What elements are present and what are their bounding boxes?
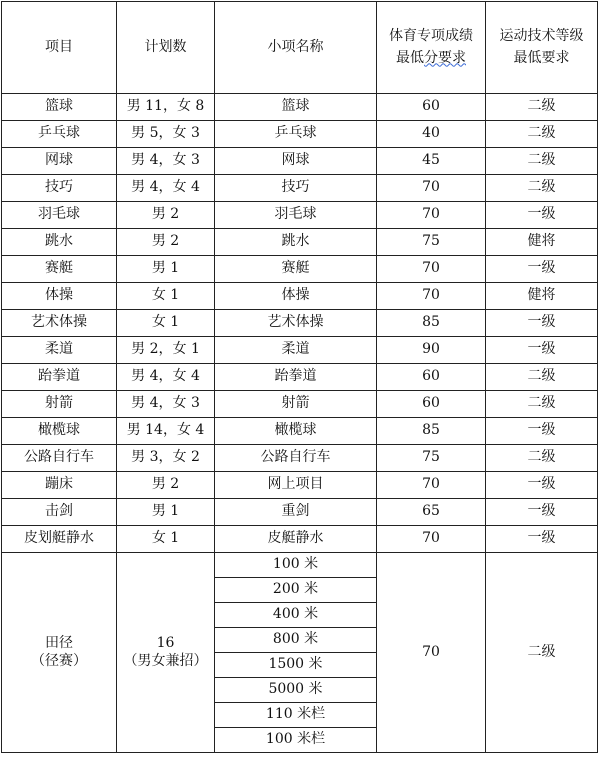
track-level-cell: 二级 — [486, 553, 598, 753]
level-cell: 一级 — [486, 337, 598, 364]
score-cell: 70 — [377, 472, 486, 499]
track-event-cell: 200 米 — [215, 578, 377, 603]
plan-cell: 男 4，女 4 — [117, 364, 215, 391]
plan-cell: 男 14，女 4 — [117, 418, 215, 445]
level-cell: 健将 — [486, 229, 598, 256]
event-cell: 网球 — [215, 148, 377, 175]
table-row — [2, 121, 598, 148]
event-cell: 皮艇静水 — [215, 526, 377, 553]
header-project: 项目 — [2, 2, 117, 94]
header-score-line2 — [377, 48, 485, 70]
plan-cell: 男 4，女 4 — [117, 175, 215, 202]
event-cell: 重剑 — [215, 499, 377, 526]
project-cell: 艺术体操 — [2, 310, 117, 337]
level-cell: 二级 — [486, 175, 598, 202]
plan-cell: 男 11，女 8 — [117, 94, 215, 121]
event-cell: 赛艇 — [215, 256, 377, 283]
project-cell: 体操 — [2, 283, 117, 310]
level-cell: 二级 — [486, 94, 598, 121]
header-level-line2: 最低要求 — [513, 49, 570, 66]
table-row — [2, 310, 598, 337]
track-event-cell: 400 米 — [215, 603, 377, 628]
plan-cell: 男 2 — [117, 202, 215, 229]
score-cell: 90 — [377, 337, 486, 364]
level-cell: 二级 — [486, 445, 598, 472]
plan-cell: 女 1 — [117, 526, 215, 553]
score-cell: 60 — [377, 94, 486, 121]
table-row — [2, 283, 598, 310]
project-cell: 跆拳道 — [2, 364, 117, 391]
event-cell: 体操 — [215, 283, 377, 310]
track-event-cell: 100 米 — [215, 553, 377, 578]
project-cell: 射箭 — [2, 391, 117, 418]
track-project-cell — [2, 553, 117, 753]
track-event-cell: 5000 米 — [215, 678, 377, 703]
score-cell: 70 — [377, 256, 486, 283]
track-score-cell: 70 — [377, 553, 486, 753]
plan-cell: 男 3，女 2 — [117, 445, 215, 472]
header-level — [486, 2, 598, 94]
project-cell: 赛艇 — [2, 256, 117, 283]
table-row — [2, 364, 598, 391]
table-row — [2, 94, 598, 121]
table-row — [2, 229, 598, 256]
project-cell: 篮球 — [2, 94, 117, 121]
event-cell: 射箭 — [215, 391, 377, 418]
project-cell: 羽毛球 — [2, 202, 117, 229]
project-cell: 蹦床 — [2, 472, 117, 499]
plan-cell: 男 1 — [117, 256, 215, 283]
header-plan: 计划数 — [117, 2, 215, 94]
header-score — [377, 2, 486, 94]
admission-requirements-table — [1, 1, 598, 753]
score-cell: 85 — [377, 310, 486, 337]
header-row — [2, 2, 598, 94]
table-row — [2, 175, 598, 202]
level-cell: 一级 — [486, 202, 598, 229]
event-cell: 公路自行车 — [215, 445, 377, 472]
level-cell: 二级 — [486, 391, 598, 418]
plan-cell: 男 2，女 1 — [117, 337, 215, 364]
event-cell: 橄榄球 — [215, 418, 377, 445]
track-plan-line2: （男女兼招） — [123, 652, 208, 669]
score-cell: 40 — [377, 121, 486, 148]
project-cell: 网球 — [2, 148, 117, 175]
event-cell: 跳水 — [215, 229, 377, 256]
level-cell: 一级 — [486, 310, 598, 337]
project-cell: 柔道 — [2, 337, 117, 364]
project-cell: 击剑 — [2, 499, 117, 526]
score-cell: 70 — [377, 283, 486, 310]
level-cell: 一级 — [486, 499, 598, 526]
table-row — [2, 256, 598, 283]
level-cell: 二级 — [486, 121, 598, 148]
level-cell: 一级 — [486, 418, 598, 445]
plan-cell: 男 2 — [117, 472, 215, 499]
plan-cell: 男 4，女 3 — [117, 391, 215, 418]
table-row — [2, 148, 598, 175]
level-cell: 一级 — [486, 472, 598, 499]
score-cell: 60 — [377, 391, 486, 418]
track-plan-line1: 16 — [156, 635, 175, 651]
plan-cell: 女 1 — [117, 283, 215, 310]
project-cell: 公路自行车 — [2, 445, 117, 472]
header-level-line1: 运动技术等级 — [499, 27, 584, 44]
header-score-line1: 体育专项成绩 — [389, 27, 473, 44]
score-cell: 65 — [377, 499, 486, 526]
table-row — [2, 418, 598, 445]
score-cell: 70 — [377, 175, 486, 202]
table-row — [2, 202, 598, 229]
table-row — [2, 499, 598, 526]
level-cell: 二级 — [486, 364, 598, 391]
table-row — [2, 445, 598, 472]
score-cell: 70 — [377, 526, 486, 553]
plan-cell: 男 5，女 3 — [117, 121, 215, 148]
track-event-cell: 800 米 — [215, 628, 377, 653]
track-event-cell: 100 米栏 — [215, 728, 377, 753]
header-event: 小项名称 — [215, 2, 377, 94]
score-cell: 85 — [377, 418, 486, 445]
plan-cell: 男 2 — [117, 229, 215, 256]
track-project-line1: 田径 — [45, 635, 73, 651]
track-row — [2, 553, 598, 578]
event-cell: 羽毛球 — [215, 202, 377, 229]
table-row — [2, 337, 598, 364]
project-cell: 技巧 — [2, 175, 117, 202]
plan-cell: 男 4，女 3 — [117, 148, 215, 175]
header-score-line2-pre: 最低 — [396, 49, 424, 66]
event-cell: 柔道 — [215, 337, 377, 364]
project-cell: 跳水 — [2, 229, 117, 256]
spellcheck-underlined-text: 分要求 — [424, 49, 466, 66]
table-row — [2, 391, 598, 418]
score-cell: 60 — [377, 364, 486, 391]
plan-cell: 女 1 — [117, 310, 215, 337]
project-cell: 橄榄球 — [2, 418, 117, 445]
level-cell: 一级 — [486, 526, 598, 553]
track-plan-cell — [117, 553, 215, 753]
score-cell: 75 — [377, 445, 486, 472]
score-cell: 45 — [377, 148, 486, 175]
event-cell: 乒乓球 — [215, 121, 377, 148]
level-cell: 二级 — [486, 148, 598, 175]
track-event-cell: 110 米栏 — [215, 703, 377, 728]
project-cell: 皮划艇静水 — [2, 526, 117, 553]
level-cell: 健将 — [486, 283, 598, 310]
event-cell: 跆拳道 — [215, 364, 377, 391]
track-project-line2: （径赛） — [31, 652, 87, 669]
score-cell: 75 — [377, 229, 486, 256]
table-row — [2, 472, 598, 499]
event-cell: 艺术体操 — [215, 310, 377, 337]
project-cell: 乒乓球 — [2, 121, 117, 148]
event-cell: 篮球 — [215, 94, 377, 121]
plan-cell: 男 1 — [117, 499, 215, 526]
event-cell: 网上项目 — [215, 472, 377, 499]
table-row — [2, 526, 598, 553]
track-event-cell: 1500 米 — [215, 653, 377, 678]
score-cell: 70 — [377, 202, 486, 229]
event-cell: 技巧 — [215, 175, 377, 202]
level-cell: 一级 — [486, 256, 598, 283]
